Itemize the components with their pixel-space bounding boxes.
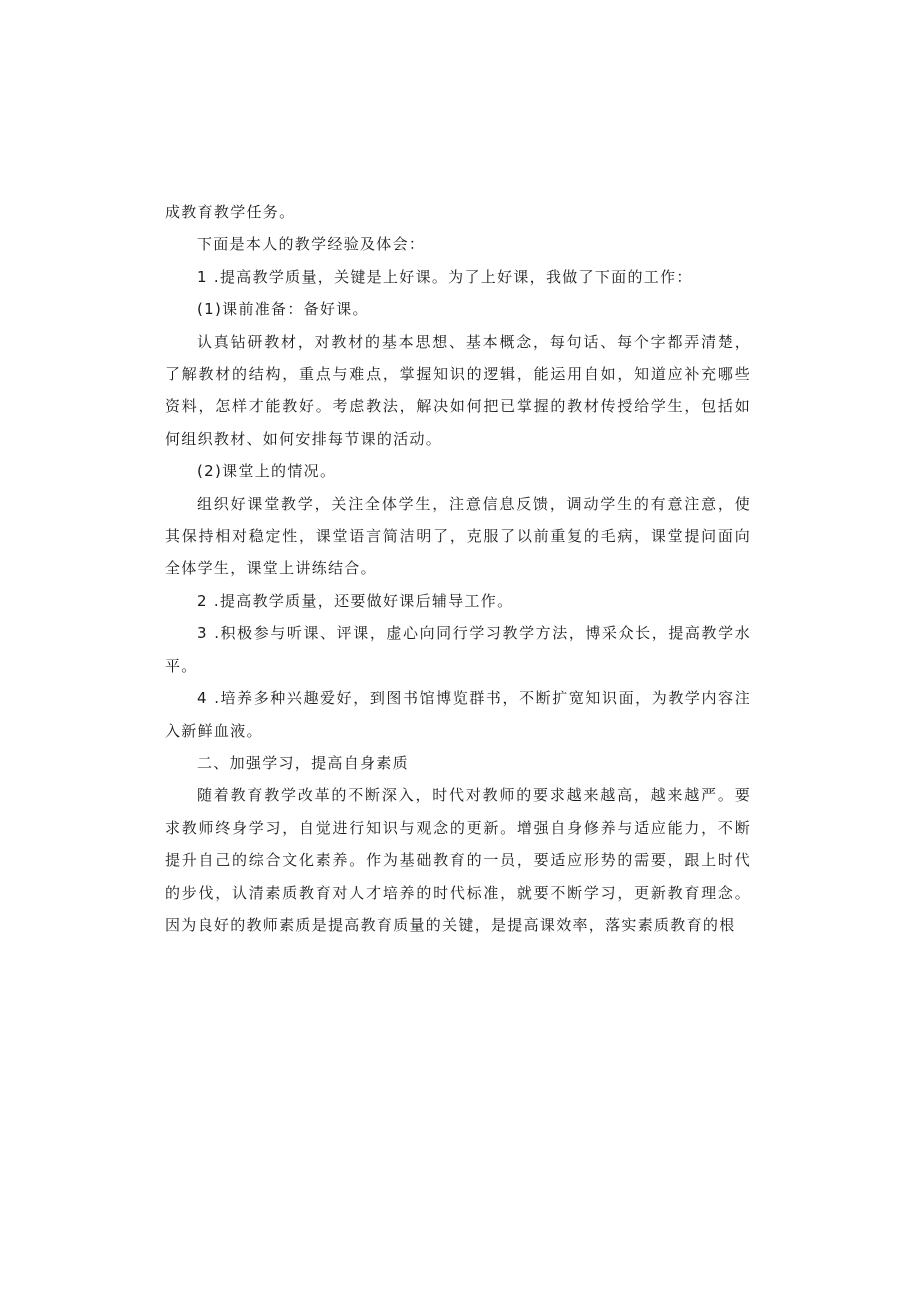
- paragraph-continuation: 成教育教学任务。: [165, 203, 296, 221]
- paragraph-subitem-2: (2)课堂上的情况。: [197, 462, 337, 481]
- paragraph-body: 随着教育教学改革的不断深入，时代对教师的要求越来越高，越来越严。要求教师终身学习，自觉进行知识与观念的更新。增强自身修养与适应能力，不断提升自己的综合文化素养。作为基础教育的一员，要适应形势的需要，跟上时代的步伐，认清素质教育对人才培养的时代标准，就要不断学习，更新教育理念。因为良好的教师素质是提高教育质量的关键，是提高课效率，落实素质教育的根: [165, 786, 751, 934]
- paragraph-body: 组织好课堂教学，关注全体学生，注意信息反馈，调动学生的有意注意，使其保持相对稳定性，课堂语言简洁明了，克服了以前重复的毛病，课堂提问面向全体学生，课堂上讲练结合。: [165, 494, 751, 578]
- paragraph-item-2: 2 .提高教学质量，还要做好课后辅导工作。: [197, 591, 514, 610]
- paragraph-subitem-1: (1)课前准备：备好课。: [197, 300, 369, 319]
- paragraph-item-1: 1 .提高教学质量，关键是上好课。为了上好课，我做了下面的工作：: [197, 267, 693, 286]
- section-heading: 二、加强学习，提高自身素质: [197, 753, 409, 772]
- paragraph-body: 认真钻研教材，对教材的基本思想、基本概念，每句话、每个字都弄清楚，了解教材的结构，重点与难点，掌握知识的逻辑，能运用自如，知道应补充哪些资料，怎样才能教好。考虑教法，解决如何把已掌握的教材传授给学生，包括如何组织教材、如何安排每节课的活动。: [165, 332, 751, 448]
- document-body: [165, 196, 751, 941]
- paragraph-item-3: 3 .积极参与听课、评课，虚心向同行学习教学方法，博采众长，提高教学水平。: [165, 624, 751, 675]
- paragraph-intro: 下面是本人的教学经验及体会：: [197, 235, 426, 254]
- paragraph-item-4: 4 .培养多种兴趣爱好，到图书馆博览群书，不断扩宽知识面，为教学内容注入新鲜血液。: [165, 689, 751, 740]
